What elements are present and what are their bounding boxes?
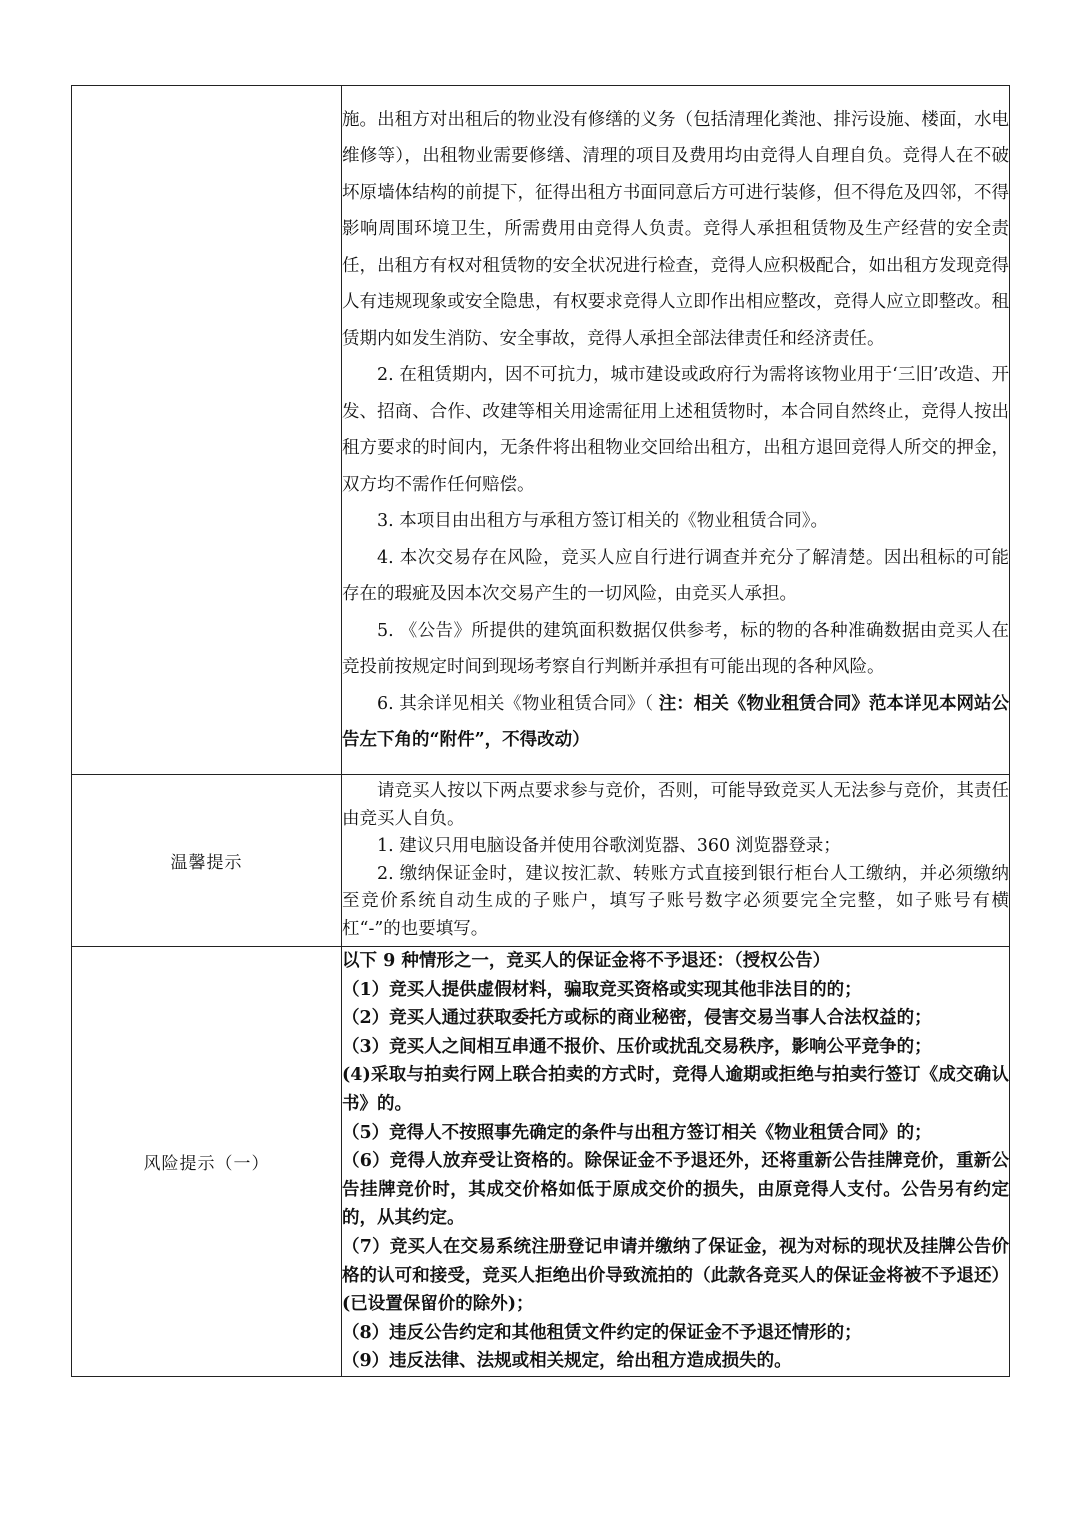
risk-item-9: （9）违反法律、法规或相关规定，给出租方造成损失的。	[342, 1351, 792, 1372]
row3-label-cell	[72, 947, 342, 1377]
lease-paragraph-1: 施。出租方对出租后的物业没有修缮的义务（包括清理化粪池、排污设施、楼面，水电维修等），出租物业需要修缮、清理的项目及费用均由竞得人自理自负。竞得人在不破坏原墙体结构的前提下，征得出租方书面同意后方可进行装修，但不得危及四邻，不得影响周围环境卫生，所需费用由竞得人负责。竞得人承担租赁物及生产经营的安全责任，出租方有权对租赁物的安全状况进行检查，竞得人应积极配合，如出租方发现竞得人有违规现象或安全隐患，有权要求竞得人立即作出相应整改，竞得人应立即整改。租赁期内如发生消防、安全事故，竞得人承担全部法律责任和经济责任。	[342, 109, 1009, 349]
reminder-paragraph-2: 1. 建议只用电脑设备并使用谷歌浏览器、360 浏览器登录；	[377, 836, 841, 856]
lease-paragraph-2: 2. 在租赁期内，因不可抗力，城市建设或政府行为需将该物业用于‘三旧’改造、开发、招商、合作、改建等相关用途需征用上述租赁物时，本合同自然终止，竞得人按出租方要求的时间内，无条件将出租物业交回给出租方，出租方退回竞得人所交的押金，双方均不需作任何赔偿。	[342, 365, 1009, 495]
risk-label: 风险提示（一）	[143, 1153, 270, 1174]
document-table	[71, 85, 1010, 1377]
table-row-risk-notice	[72, 947, 1010, 1377]
row1-content-cell	[342, 86, 1010, 775]
row2-label-cell	[72, 775, 342, 947]
risk-intro: 以下 9 种情形之一，竞买人的保证金将不予退还：（授权公告）	[342, 951, 831, 971]
lease-paragraph-6	[342, 686, 1009, 759]
lease-paragraph-3: 3. 本项目由出租方与承租方签订相关的《物业租赁合同》。	[377, 511, 829, 531]
reminder-paragraph-3: 2. 缴纳保证金时，建议按汇款、转账方式直接到银行柜台人工缴纳，并必须缴纳至竞价系统自动生成的子账户，填写子账号数字必须要完全完整，如子账号有横杠“-”的也要填写。	[342, 863, 1009, 939]
row1-label-cell	[72, 86, 342, 775]
lease-paragraph-6-text: 6. 其余详见相关《物业租赁合同》（	[377, 693, 659, 714]
lease-paragraph-5: 5. 《公告》所提供的建筑面积数据仅供参考，标的物的各种准确数据由竞买人在竞投前按规定时间到现场考察自行判断并承担有可能出现的各种风险。	[342, 620, 1009, 677]
row3-content-cell	[342, 947, 1010, 1377]
risk-item-6: （6）竞得人放弃受让资格的。除保证金不予退还外，还将重新公告挂牌竞价，重新公告挂牌竞价时，其成交价格如低于原成交价的损失，由原竞得人支付。公告另有约定的，从其约定。	[342, 1151, 1009, 1229]
risk-item-1: （1）竞买人提供虚假材料，骗取竞买资格或实现其他非法目的的；	[342, 979, 862, 1000]
lease-paragraph-6-note: 注：相关《物业租赁合同》范本详见本网站公告左下角的“附件”，不得改动）	[342, 693, 1010, 750]
risk-item-2: （2）竞买人通过获取委托方或标的商业秘密，侵害交易当事人合法权益的；	[342, 1008, 932, 1029]
lease-paragraph-4: 4. 本次交易存在风险，竞买人应自行进行调查并充分了解清楚。因出租标的可能存在的瑕疵及因本次交易产生的一切风险，由竞买人承担。	[342, 547, 1009, 604]
risk-item-3: （3）竞买人之间相互串通不报价、压价或扰乱交易秩序，影响公平竞争的；	[342, 1036, 932, 1057]
risk-item-7: （7）竞买人在交易系统注册登记申请并缴纳了保证金，视为对标的现状及挂牌公告价格的认可和接受，竞买人拒绝出价导致流拍的（此款各竞买人的保证金将被不予退还）(已设置保留价的除外)；	[342, 1236, 1009, 1315]
reminder-paragraph-1: 请竞买人按以下两点要求参与竞价，否则，可能导致竞买人无法参与竞价，其责任由竞买人自负。	[342, 781, 1009, 829]
risk-item-8: （8）违反公告约定和其他租赁文件约定的保证金不予退还情形的；	[342, 1322, 862, 1343]
table-row-lease-terms	[72, 86, 1010, 775]
risk-item-5: （5）竞得人不按照事先确定的条件与出租方签订相关《物业租赁合同》的；	[342, 1122, 932, 1143]
table-row-reminder	[72, 775, 1010, 947]
reminder-label: 温馨提示	[170, 853, 243, 873]
row2-content-cell	[342, 775, 1010, 947]
risk-item-4: (4)采取与拍卖行网上联合拍卖的方式时，竞得人逾期或拒绝与拍卖行签订《成交确认书》的。	[342, 1065, 1009, 1114]
